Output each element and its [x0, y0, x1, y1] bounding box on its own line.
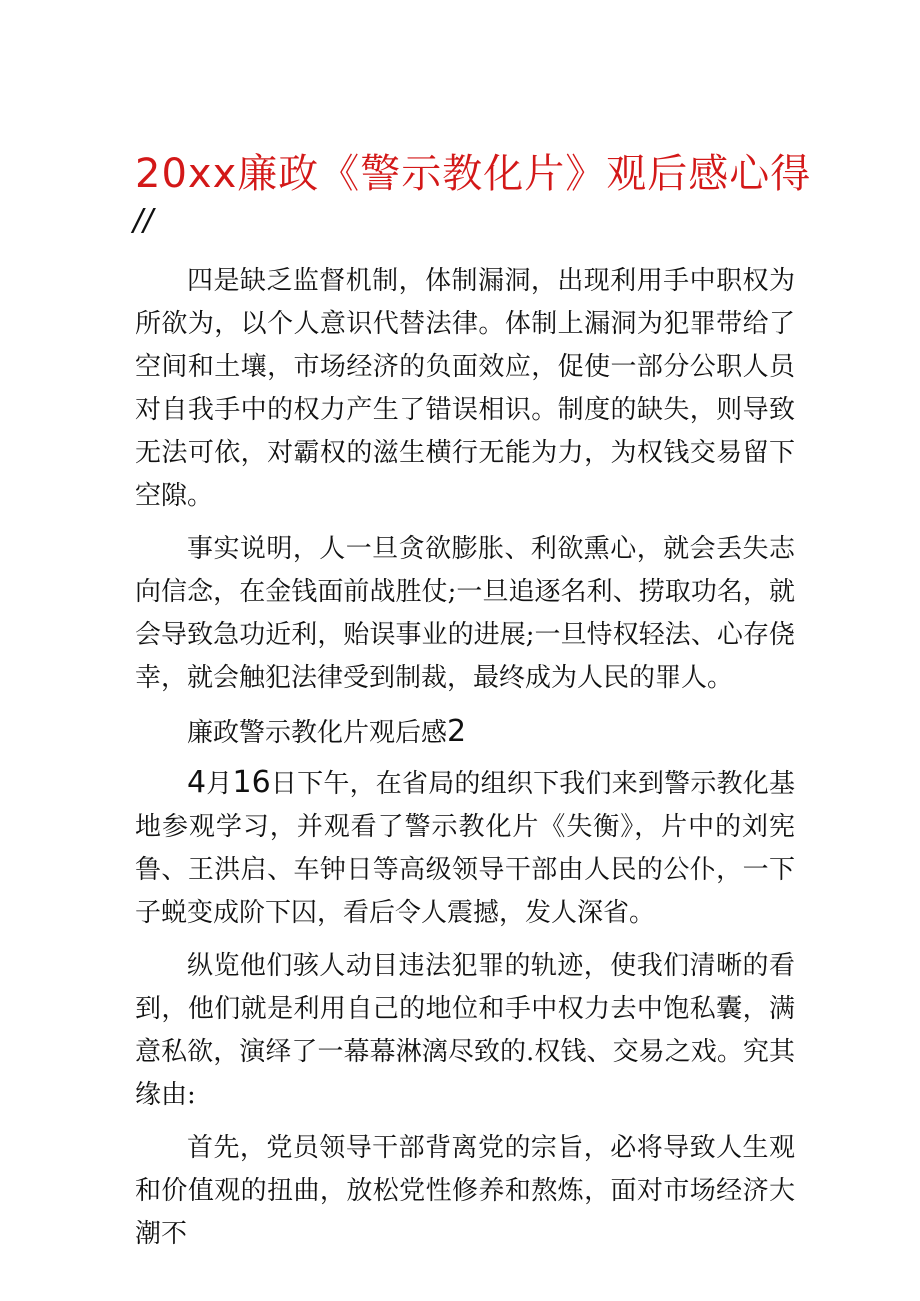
document-body [135, 260, 795, 1256]
date-month: 4 [187, 765, 207, 800]
document-title: 20xx廉政《警示教化片》观后感心得 [135, 151, 812, 197]
date-month-char: 月 [206, 769, 233, 799]
subheading-number: 2 [447, 714, 467, 749]
paragraph-dated [135, 761, 795, 935]
subheading-text: 廉政警示教化片观后感 [187, 718, 448, 748]
date-day: 16 [232, 765, 271, 800]
paragraph-supervision: 四是缺乏监督机制，体制漏洞，出现利用手中职权为所欲为，以个人意识代替法律。体制上漏洞为犯罪带给了空间和土壤，市场经济的负面效应，促使一部分公职人员对自我手中的权力产生了错误相识。制度的缺失，则导致无法可依，对霸权的滋生横行无能为力，为权钱交易留下空隙。 [135, 266, 795, 511]
slash-mark: // [133, 203, 154, 238]
paragraph-facts: 事实说明，人一旦贪欲膨胀、利欲熏心，就会丢失志向信念，在金钱面前战胜仗;一旦追逐名利、捞取功名，就会导致急功近利，贻误事业的进展;一旦恃权轻法、心存侥幸，就会触犯法律受到制裁，最终成为人民的罪人。 [135, 534, 795, 693]
paragraph-overview: 纵览他们骇人动目违法犯罪的轨迹，使我们清晰的看到，他们就是利用自己的地位和手中权力去中饱私囊，满意私欲，演绎了一幕幕淋漓尽致的.权钱、交易之戏。究其缘由: [135, 951, 795, 1110]
section-subheading [135, 710, 795, 755]
paragraph-first-reason: 首先，党员领导干部背离党的宗旨，必将导致人生观和价值观的扭曲，放松党性修养和熬炼，面对市场经济大潮不 [135, 1133, 795, 1249]
dated-paragraph-rest: 日下午，在省局的组织下我们来到警示教化基地参观学习，并观看了警示教化片《失衡》，片中的刘宪鲁、王洪启、车钟日等高级领导干部由人民的公仆，一下子蜕变成阶下囚，看后令人震撼，发人深省。 [135, 769, 795, 928]
